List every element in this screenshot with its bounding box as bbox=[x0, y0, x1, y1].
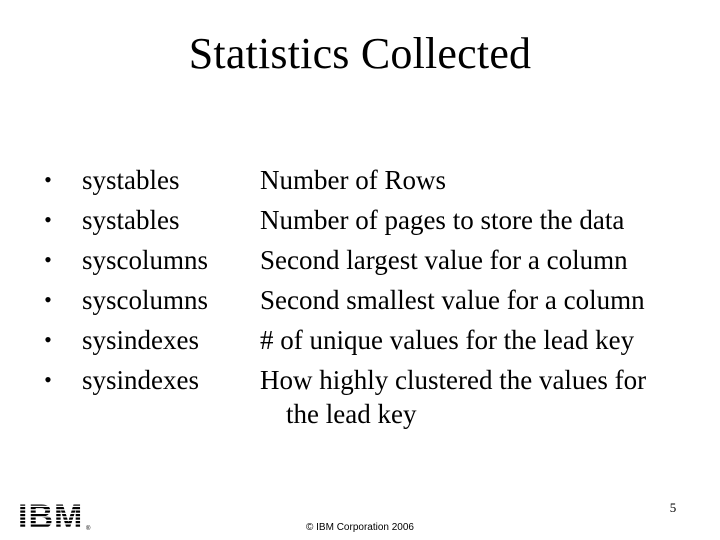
bullet-icon: • bbox=[44, 327, 52, 352]
list-item bbox=[36, 240, 696, 280]
statistic-text: Second smallest value for a column bbox=[260, 285, 645, 315]
list-item bbox=[36, 200, 696, 240]
statistic-description bbox=[260, 200, 680, 237]
bullet-icon: • bbox=[44, 287, 52, 312]
slide-title: Statistics Collected bbox=[188, 29, 532, 78]
statistic-description bbox=[260, 360, 680, 431]
statistic-text: # of unique values for the lead key bbox=[260, 325, 635, 355]
statistic-description bbox=[260, 320, 680, 357]
statistic-text: How highly clustered the values for bbox=[260, 365, 647, 395]
bullet-icon: • bbox=[44, 367, 52, 392]
statistic-text-continued: the lead key bbox=[286, 399, 417, 429]
table-name: syscolumns bbox=[82, 245, 209, 275]
table-name: syscolumns bbox=[82, 285, 209, 315]
table-name: systables bbox=[82, 165, 180, 195]
statistic-description bbox=[260, 280, 680, 317]
list-item bbox=[36, 280, 696, 320]
statistic-text: Number of Rows bbox=[260, 165, 446, 195]
page-number: 5 bbox=[669, 500, 677, 515]
list-item bbox=[36, 360, 696, 432]
bullet-icon: • bbox=[44, 207, 52, 232]
list-item bbox=[36, 320, 696, 360]
table-name: systables bbox=[82, 205, 180, 235]
svg-text:IBM: IBM bbox=[18, 500, 84, 532]
statistic-text: Second largest value for a column bbox=[260, 245, 628, 275]
bullet-icon: • bbox=[44, 167, 52, 192]
statistics-list bbox=[36, 160, 696, 432]
svg-text:®: ® bbox=[86, 526, 91, 532]
statistic-description bbox=[260, 240, 680, 277]
statistic-description bbox=[260, 160, 680, 197]
statistic-text: Number of pages to store the data bbox=[260, 205, 625, 235]
list-item bbox=[36, 160, 696, 200]
table-name: sysindexes bbox=[82, 325, 199, 355]
copyright-notice: © IBM Corporation 2006 bbox=[306, 522, 414, 533]
ibm-logo bbox=[16, 500, 96, 532]
bullet-icon: • bbox=[44, 247, 52, 272]
table-name: sysindexes bbox=[82, 365, 199, 395]
